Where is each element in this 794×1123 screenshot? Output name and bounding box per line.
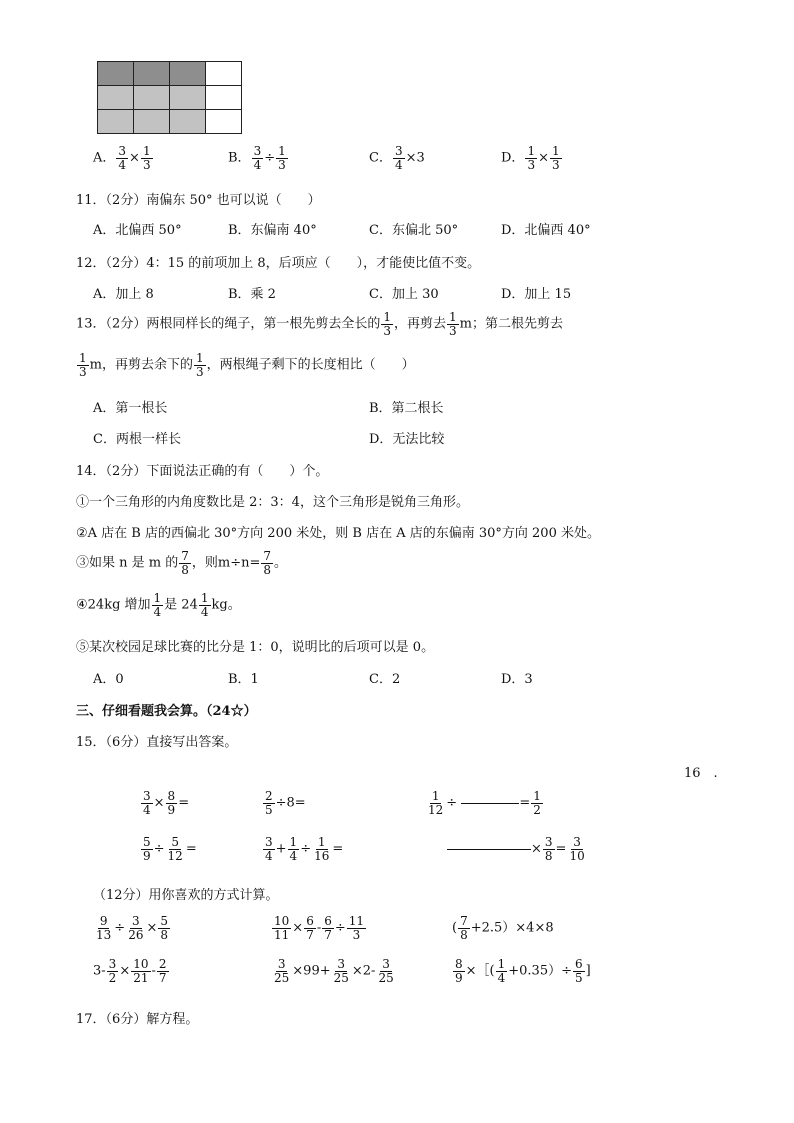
q11-option-b[interactable]: B．东偏南 40° — [228, 223, 317, 238]
q14-statement-5: ⑤某次校园足球比赛的比分是 1：0，说明比的后项可以是 0。 — [76, 640, 435, 655]
grid-cell — [206, 86, 242, 110]
q16-calc-1: $\frac{9}{13}$ ÷ $\frac{3}{26}$ × $\frac{5}{8}$ — [96, 914, 169, 942]
q15-expr-1: $\frac{3}{4}$ × $\frac{8}{9}$ = — [143, 789, 190, 817]
q14-statement-4: ④24kg 增加 $\frac{1}{4}$ 是 24 $\frac{1}{4}$ kg。 — [76, 591, 241, 619]
q16-calc-5: $\frac{3}{25}$ ×99+ $\frac{3}{25}$ ×2- $\frac{3}{25}$ — [274, 957, 394, 985]
q14-option-b[interactable]: B．1 — [228, 672, 259, 687]
grid-cell — [170, 86, 206, 110]
q12-option-b[interactable]: B．乘 2 — [228, 287, 276, 302]
q10-option-a[interactable]: A． $\frac{3}{4}$ × $\frac{1}{3}$ — [93, 144, 151, 172]
grid-cell — [98, 110, 134, 134]
fraction-grid-figure — [97, 61, 242, 134]
q10-option-d[interactable]: D． $\frac{1}{3}$ × $\frac{1}{3}$ — [501, 144, 560, 172]
q14-option-c[interactable]: C．2 — [369, 672, 401, 687]
q10-option-b[interactable]: B． $\frac{3}{4}$ ÷ $\frac{1}{3}$ — [228, 144, 286, 172]
grid-cell — [98, 62, 134, 86]
q10-option-c[interactable]: C． $\frac{3}{4}$ ×3 — [369, 144, 425, 172]
q16-number: 16 . — [684, 766, 718, 781]
q15-blank-1[interactable] — [461, 803, 519, 804]
q14-option-a[interactable]: A．0 — [93, 672, 124, 687]
q13-option-a[interactable]: A．第一根长 — [93, 401, 168, 416]
grid-cell — [170, 62, 206, 86]
q11-option-c[interactable]: C．东偏北 50° — [369, 223, 459, 238]
q13-option-c[interactable]: C．两根一样长 — [93, 432, 181, 447]
q14-statement-2: ②A 店在 B 店的西偏北 30°方向 200 米处，则 B 店在 A 店的东偏南 30°方向 200 米处。 — [76, 526, 600, 541]
grid-cell — [170, 110, 206, 134]
q16-calc-3: ( $\frac{7}{8}$ +2.5）×4×8 — [452, 914, 554, 942]
q16-stem: （12分）用你喜欢的方式计算。 — [93, 888, 279, 903]
q11-option-d[interactable]: D．北偏西 40° — [501, 223, 591, 238]
grid-cell — [134, 110, 170, 134]
q16-calc-4: 3- $\frac{3}{2}$ × $\frac{10}{21}$ - $\frac{2}{7}$ — [93, 957, 167, 985]
q13-option-d[interactable]: D．无法比较 — [369, 432, 445, 447]
q15-expr-6: × $\frac{3}{8}$ = $\frac{3}{10}$ — [447, 836, 588, 862]
q11-option-a[interactable]: A．北偏西 50° — [93, 223, 182, 238]
q13-stem-line2: $\frac{1}{3}$ m，再剪去余下的 $\frac{1}{3}$ ，两根绳子剩下的长度相比（ ） — [79, 351, 415, 379]
grid-cell — [134, 86, 170, 110]
q15-stem: 15．（6分）直接写出答案。 — [76, 735, 238, 750]
q12-option-a[interactable]: A．加上 8 — [93, 287, 154, 302]
q15-expr-3: $\frac{1}{12}$ ÷ = $\frac{1}{2}$ — [428, 789, 541, 817]
q15-expr-4: $\frac{5}{9}$ ÷ $\frac{5}{12}$ = — [143, 835, 197, 863]
grid-cell — [134, 62, 170, 86]
q11-stem: 11．（2分）南偏东 50° 也可以说（ ） — [76, 193, 321, 208]
q12-option-d[interactable]: D．加上 15 — [501, 287, 572, 302]
grid-cell — [206, 62, 242, 86]
section-3-heading: 三、仔细看题我会算。（24☆） — [76, 704, 257, 719]
grid-cell — [98, 86, 134, 110]
grid-cell — [206, 110, 242, 134]
q17-stem: 17．（6分）解方程。 — [76, 1012, 199, 1027]
q15-expr-2: $\frac{2}{5}$ ÷8= — [265, 789, 306, 817]
q15-expr-5: $\frac{3}{4}$ + $\frac{1}{4}$ ÷ $\frac{1}{16}$ = — [265, 835, 344, 863]
q14-statement-3: ③如果 n 是 m 的 $\frac{7}{8}$ ，则m÷n= $\frac{7}{8}$ 。 — [76, 549, 288, 577]
q12-stem: 12．（2分）4：15 的前项加上 8，后项应（ ），才能使比值不变。 — [76, 256, 481, 271]
q13-option-b[interactable]: B．第二根长 — [369, 401, 444, 416]
q13-stem-line1: 13．（2分）两根同样长的绳子，第一根先剪去全长的 $\frac{1}{3}$ ，再剪去 $\frac{1}{3}$ m；第二根先剪去 — [76, 310, 563, 338]
q16-calc-2: $\frac{10}{11}$ × $\frac{6}{7}$ - $\frac{6}{7}$ ÷ $\frac{11}{3}$ — [274, 914, 365, 942]
q12-option-c[interactable]: C．加上 30 — [369, 287, 439, 302]
q14-stem: 14．（2分）下面说法正确的有（ ）个。 — [76, 464, 329, 479]
q14-option-d[interactable]: D．3 — [501, 672, 533, 687]
q15-blank-2[interactable] — [447, 849, 531, 850]
q16-calc-6: $\frac{8}{9}$ ×［( $\frac{1}{4}$ +0.35）÷ $\frac{6}{5}$ ] — [455, 957, 591, 985]
q14-statement-1: ①一个三角形的内角度数比是 2：3：4，这个三角形是锐角三角形。 — [76, 495, 469, 510]
